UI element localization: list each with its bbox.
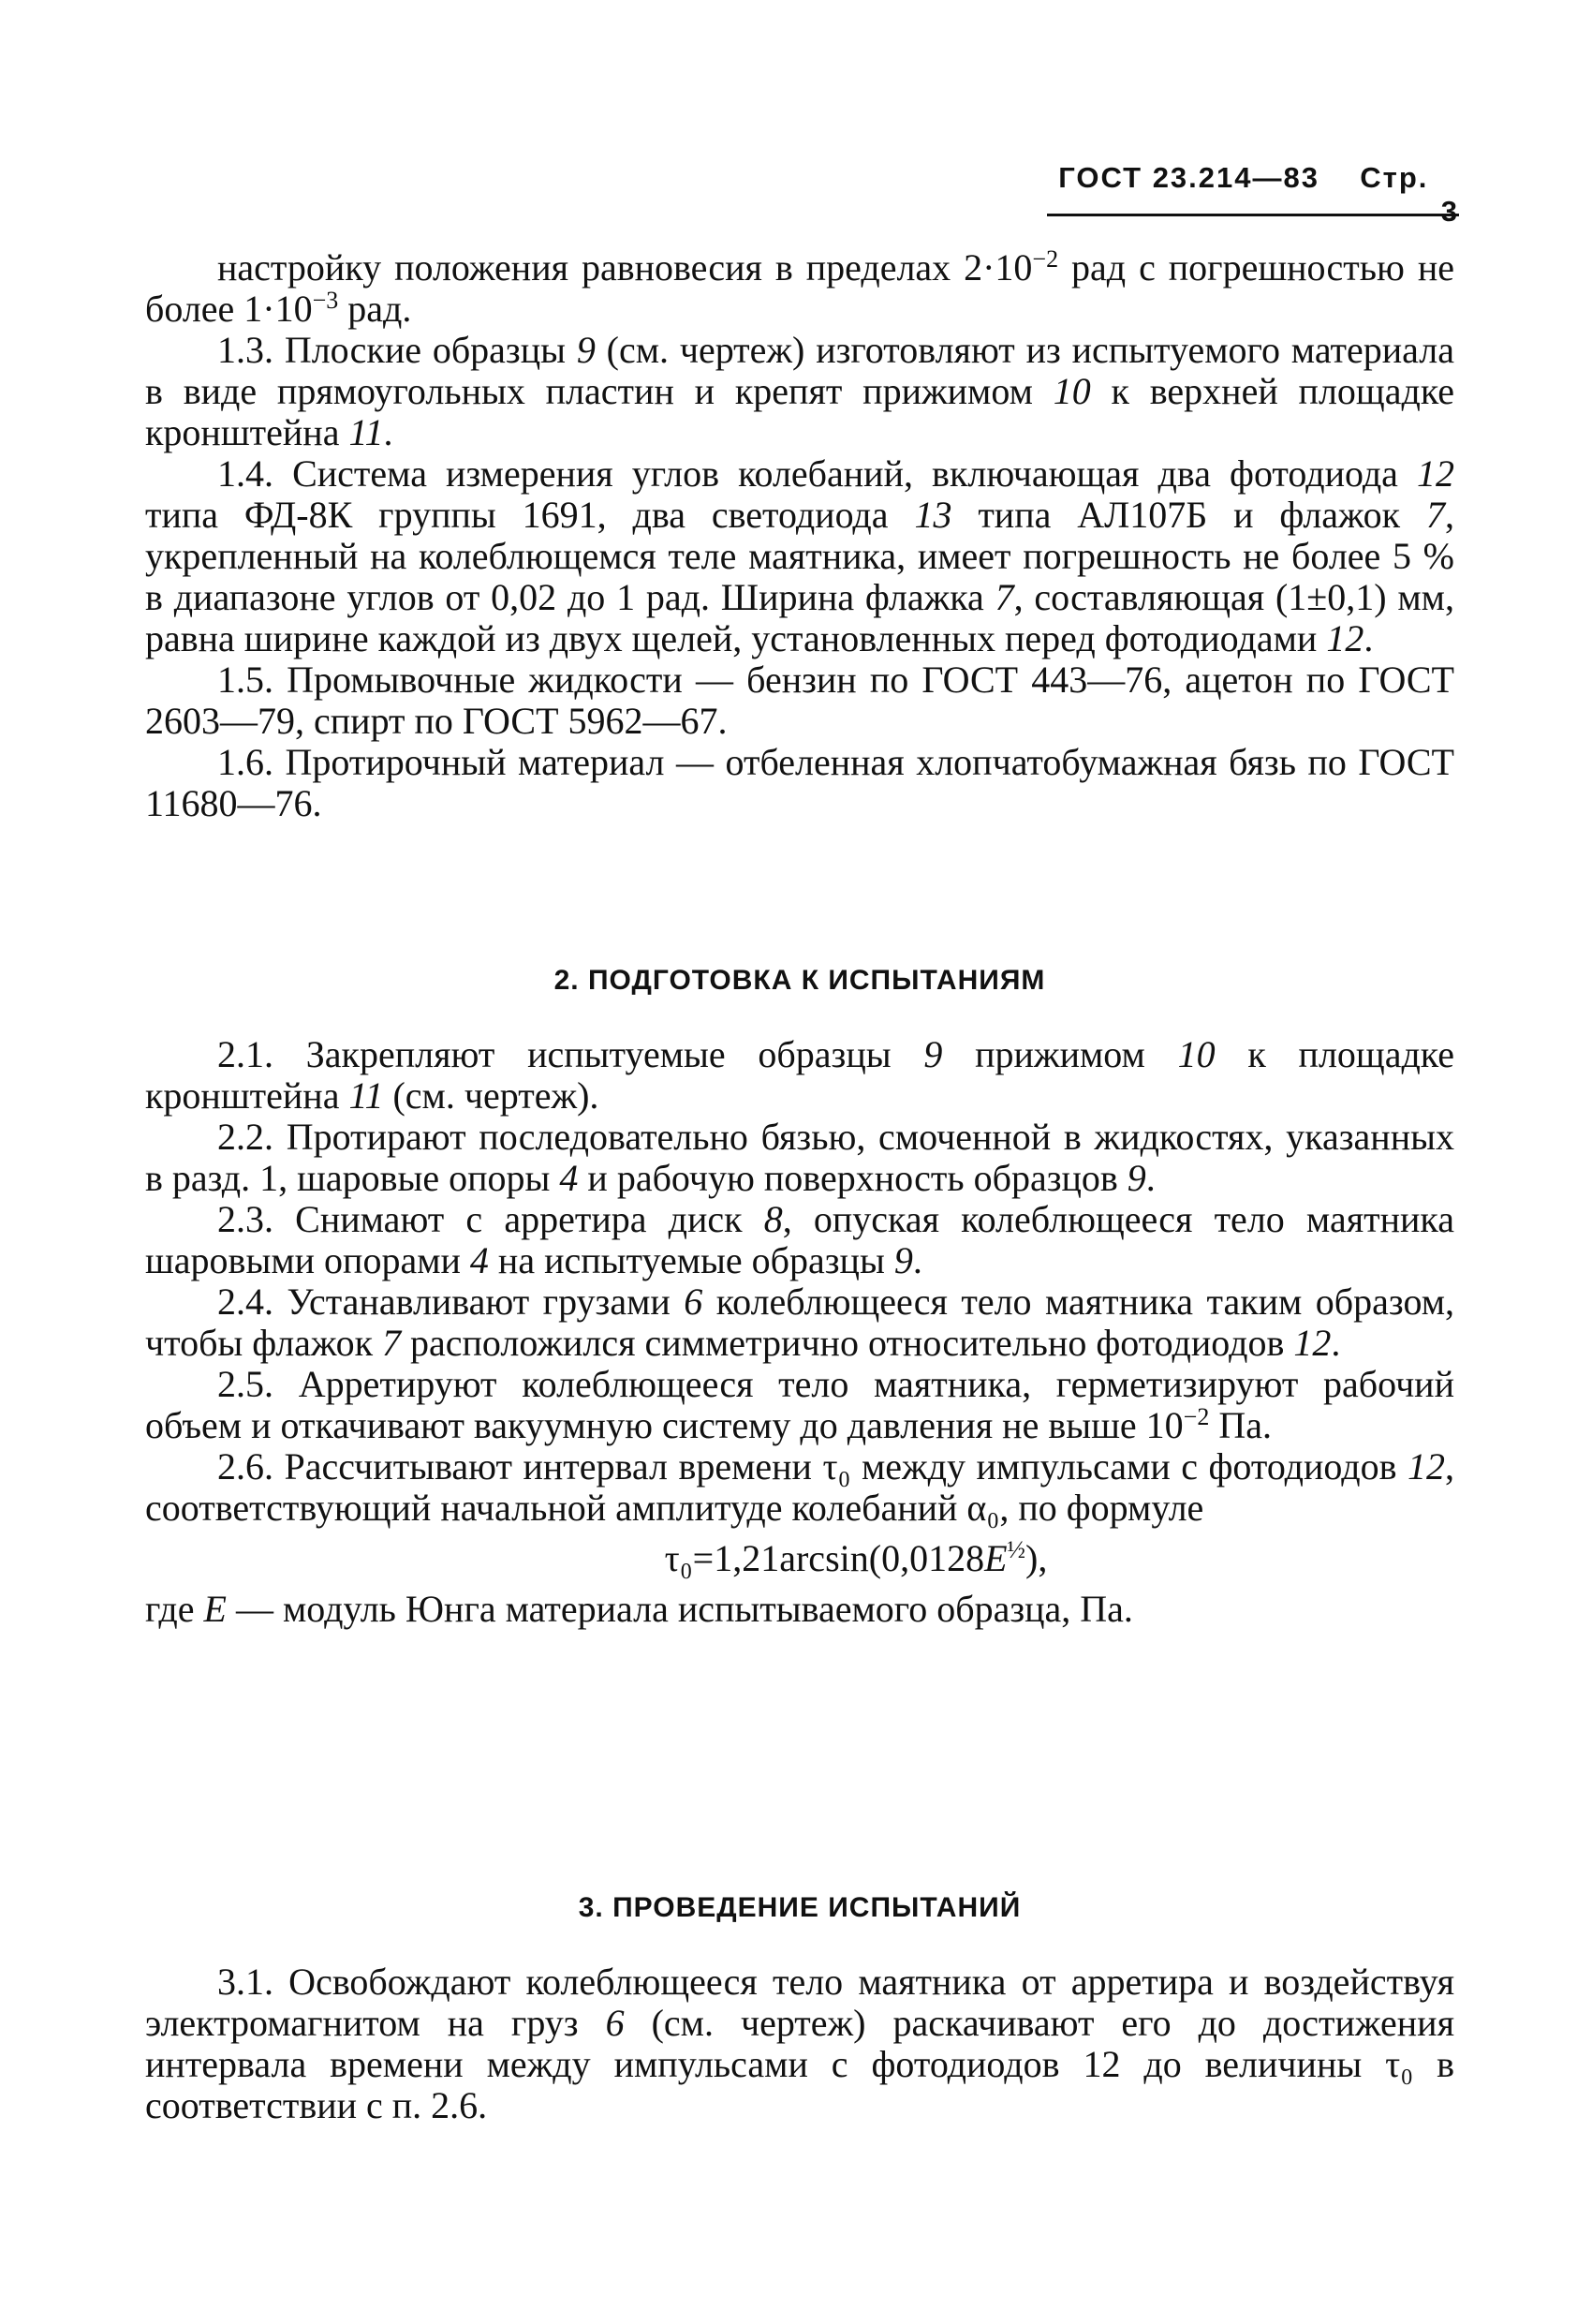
page-header xyxy=(1047,161,1459,228)
paragraph-2-5: 2.5. Арретируют колеблющееся тело маятника, герметизируют рабочий объем и откачивают вакуумную систему до давления не выше $10^{-2}$ Па. xyxy=(145,1363,1454,1446)
section-3-heading-wrap xyxy=(145,1892,1454,1924)
section-2-heading: 2. ПОДГОТОВКА К ИСПЫТАНИЯМ xyxy=(553,965,1046,996)
section-3 xyxy=(145,1961,1454,2126)
formula-where-clause: где E — модуль Юнга материала испытываемого образца, Па. xyxy=(145,1588,1133,1630)
formula-tau0: $\tau_0=1,21\arcsin(0,0128E^{\frac{1}{2}})$, xyxy=(664,1536,1048,1579)
paragraph-2-3: 2.3. Снимают с арретира диск 8, опуская колеблющееся тело маятника шаровыми опорами 4 на испытуемые образцы 9. xyxy=(145,1198,1454,1281)
section-3-heading: 3. ПРОВЕДЕНИЕ ИСПЫТАНИЙ xyxy=(578,1892,1022,1923)
paragraph-2-1: 2.1. Закрепляют испытуемые образцы 9 прижимом 10 к площадке кронштейна 11 (см. чертеж). xyxy=(145,1033,1454,1117)
paragraph-1-4: 1.4. Система измерения углов колебаний, включающая два фотодиода 12 типа ФД-8К группы 1691, два светодиода 13 типа АЛ107Б и флажок 7, укрепленный на колеблющемся теле маятника, имеет погрешность не более 5 % в диапазоне углов от 0,02 до 1 рад. Ширина флажка 7, составляющая (1±0,1) мм, равна ширине каждой из двух щелей, установленных перед фотодиодами 12. xyxy=(145,452,1455,659)
section-1-continued xyxy=(145,247,1454,824)
paragraph-1-6: 1.6. Протирочный материал — отбеленная хлопчатобумажная бязь по ГОСТ 11680—76. xyxy=(145,741,1454,824)
paragraph-1-2-continued: настройку положения равновесия в пределах $2\cdot 10^{-2}$ рад с погрешностью не более $1\cdot 10^{-3}$ рад. xyxy=(145,245,1454,330)
page-label: Стр. xyxy=(1360,161,1429,194)
standard-code: ГОСТ 23.214—83 xyxy=(1058,161,1319,194)
paragraph-2-6: 2.6. Рассчитывают интервал времени τ₀ между импульсами с фотодиодов 12, соответствующий начальной амплитуде колебаний α₀, по формуле xyxy=(145,1445,1454,1529)
paragraph-1-5: 1.5. Промывочные жидкости — бензин по ГОСТ 443—76, ацетон по ГОСТ 2603—79, спирт по ГОСТ 5962—67. xyxy=(145,659,1454,742)
page-number: 3 xyxy=(1440,195,1459,228)
section-2 xyxy=(145,1034,1454,1630)
paragraph-3-1: 3.1. Освобождают колеблющееся тело маятника от арретира и воздействуя электромагнитом на груз 6 (см. чертеж) раскачивают его до достижения интервала времени между импульсами с фотодиодов 12 до величины τ₀ в соответствии с п. 2.6. xyxy=(145,1961,1454,2126)
section-2-heading-wrap xyxy=(145,965,1454,997)
paragraph-2-4: 2.4. Устанавливают грузами 6 колеблющееся тело маятника таким образом, чтобы флажок 7 расположился симметрично относительно фотодиодов 12. xyxy=(145,1280,1454,1364)
paragraph-2-2: 2.2. Протирают последовательно бязью, смоченной в жидкостях, указанных в разд. 1, шаровые опоры 4 и рабочую поверхность образцов 9. xyxy=(145,1116,1454,1199)
paragraph-1-3: 1.3. Плоские образцы 9 (см. чертеж) изготовляют из испытуемого материала в виде прямоугольных пластин и крепят прижимом 10 к верхней площадке кронштейна 11. xyxy=(145,329,1455,453)
